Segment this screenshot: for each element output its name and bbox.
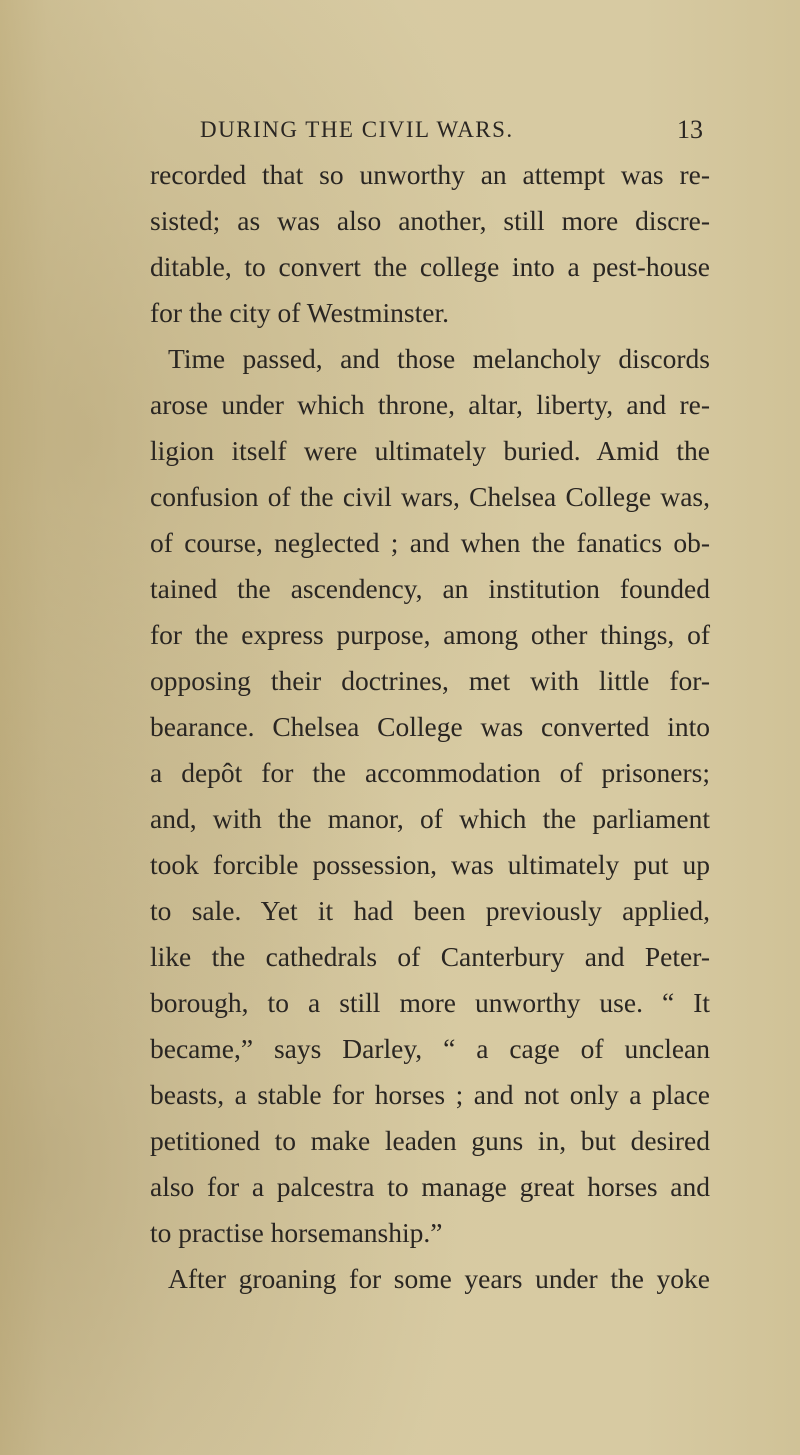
text-line: and, with the manor, of which the parliament xyxy=(150,803,710,834)
text-line: ligion itself were ultimately buried. Amid the xyxy=(150,435,710,466)
text-line: confusion of the civil wars, Chelsea College was, xyxy=(150,481,710,512)
running-head: DURING THE CIVIL WARS. xyxy=(200,117,514,142)
text-line: for the city of Westminster. xyxy=(150,297,449,328)
text-line: arose under which throne, altar, liberty, and re- xyxy=(150,389,710,420)
text-line: sisted; as was also another, still more discre- xyxy=(150,205,710,236)
text-line: for the express purpose, among other things, of xyxy=(150,619,710,650)
text-line: to practise horsemanship.” xyxy=(150,1217,443,1248)
text-line: became,” says Darley, “ a cage of unclean xyxy=(150,1033,710,1064)
text-line: borough, to a still more unworthy use. “ It xyxy=(150,987,710,1018)
text-line: bearance. Chelsea College was converted into xyxy=(150,711,710,742)
text-line: After groaning for some years under the yoke xyxy=(168,1263,710,1294)
page-header xyxy=(0,110,800,150)
text-line: petitioned to make leaden guns in, but desired xyxy=(150,1125,710,1156)
text-line: a depôt for the accommodation of prisoners; xyxy=(150,757,710,788)
text-line: took forcible possession, was ultimately put up xyxy=(150,849,710,880)
text-line: ditable, to convert the college into a pest-house xyxy=(150,251,710,282)
text-line: beasts, a stable for horses ; and not only a place xyxy=(150,1079,710,1110)
text-line: Time passed, and those melancholy discords xyxy=(168,343,710,374)
text-line: like the cathedrals of Canterbury and Peter- xyxy=(150,941,710,972)
body-text xyxy=(150,152,710,1302)
text-line: opposing their doctrines, met with little for- xyxy=(150,665,710,696)
page-number: 13 xyxy=(677,115,703,144)
text-line: to sale. Yet it had been previously applied, xyxy=(150,895,710,926)
text-line: of course, neglected ; and when the fanatics ob- xyxy=(150,527,710,558)
text-line: also for a palcestra to manage great horses and xyxy=(150,1171,710,1202)
text-line: tained the ascendency, an institution founded xyxy=(150,573,710,604)
text-line: recorded that so unworthy an attempt was re- xyxy=(150,159,710,190)
